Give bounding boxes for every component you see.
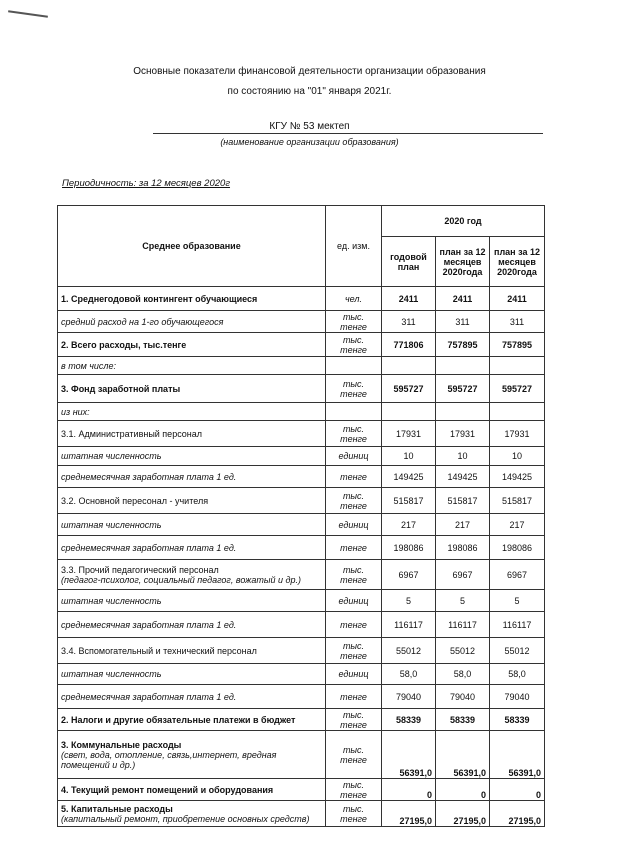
row-label-text: среднемесячная заработная плата 1 ед. [61, 471, 237, 482]
row-unit: тыс. тенге [326, 801, 382, 827]
row-unit: тенге [326, 466, 382, 488]
plan-12-months-value-2: 58339 [490, 709, 545, 731]
organization-underline [153, 133, 543, 134]
table-row [58, 779, 545, 801]
table-row [58, 447, 545, 466]
annual-plan-value: 10 [382, 447, 436, 466]
row-unit: тыс. тенге [326, 333, 382, 357]
annual-plan-value: 771806 [382, 333, 436, 357]
annual-plan-value: 79040 [382, 685, 436, 709]
row-label-note: (педагог-психолог, социальный педагог, вожатый и др.) [61, 574, 301, 585]
row-unit [326, 403, 382, 421]
row-label-text: штатная численность [61, 669, 162, 679]
row-unit: тенге [326, 612, 382, 638]
plan-12-months-value-2 [490, 403, 545, 421]
row-label-text: средний расход на 1-го обучающегося [61, 316, 224, 327]
row-label [58, 421, 326, 447]
plan-12-months-value-2 [490, 357, 545, 375]
annual-plan-value: 5 [382, 590, 436, 612]
row-unit [326, 357, 382, 375]
row-label [58, 664, 326, 685]
plan-12-months-value-2: 5 [490, 590, 545, 612]
header-year: 2020 год [382, 206, 545, 237]
plan-12-months-value: 217 [436, 514, 490, 536]
row-unit: тыс. тенге [326, 375, 382, 403]
plan-12-months-value: 198086 [436, 536, 490, 560]
row-label-text: 3.2. Основной пересонал - учителя [61, 495, 209, 506]
financial-table [57, 205, 545, 827]
row-label-text: среднемесячная заработная плата 1 ед. [61, 542, 237, 553]
header-name: Среднее образование [58, 206, 326, 287]
row-label [58, 375, 326, 403]
row-unit: чел. [326, 287, 382, 311]
plan-12-months-value [436, 403, 490, 421]
row-label-text: 3. Коммунальные расходы [61, 739, 182, 750]
plan-12-months-value: 79040 [436, 685, 490, 709]
header-unit: ед. изм. [326, 206, 382, 287]
organization-name: КГУ № 53 мектеп [269, 121, 350, 132]
row-label [58, 333, 326, 357]
plan-12-months-value: 17931 [436, 421, 490, 447]
row-label [58, 536, 326, 560]
header-annual-plan: годовой план [382, 237, 436, 287]
annual-plan-value: 198086 [382, 536, 436, 560]
row-label-note: (свет, вода, отопление, связь,интернет, вредная помещений и др.) [61, 749, 277, 770]
row-label [58, 447, 326, 466]
table-row [58, 287, 545, 311]
annual-plan-value: 311 [382, 311, 436, 333]
row-label-text: в том числе: [61, 360, 117, 371]
annual-plan-value: 0 [382, 779, 436, 801]
table-row [58, 536, 545, 560]
plan-12-months-value: 56391,0 [436, 731, 490, 779]
row-label-text: 3.3. Прочий педагогический персонал [61, 564, 219, 575]
row-label [58, 403, 326, 421]
row-label-text: из них: [61, 406, 90, 417]
report-date: по состоянию на "01" января 2021г. [227, 86, 392, 97]
plan-12-months-value-2: 10 [490, 447, 545, 466]
table-row [58, 612, 545, 638]
table-row [58, 488, 545, 514]
plan-12-months-value: 515817 [436, 488, 490, 514]
row-label-text: 3.1. Административный персонал [61, 428, 203, 439]
row-label [58, 709, 326, 731]
table-row [58, 638, 545, 664]
table-row [58, 514, 545, 536]
row-label [58, 731, 326, 779]
row-label [58, 514, 326, 536]
table-row [58, 421, 545, 447]
annual-plan-value [382, 357, 436, 375]
organization-caption: (наименование организации образования) [220, 137, 399, 147]
row-label [58, 357, 326, 375]
row-label [58, 779, 326, 801]
plan-12-months-value: 5 [436, 590, 490, 612]
row-label-text: 4. Текущий ремонт помещений и оборудования [61, 784, 274, 795]
row-unit: тыс. тенге [326, 779, 382, 801]
annual-plan-value: 515817 [382, 488, 436, 514]
row-label-text: штатная численность [61, 595, 162, 606]
row-label [58, 638, 326, 664]
plan-12-months-value: 116117 [436, 612, 490, 638]
annual-plan-value: 17931 [382, 421, 436, 447]
plan-12-months-value: 149425 [436, 466, 490, 488]
plan-12-months-value-2: 0 [490, 779, 545, 801]
plan-12-months-value: 6967 [436, 560, 490, 590]
row-unit: тенге [326, 685, 382, 709]
annual-plan-value: 6967 [382, 560, 436, 590]
row-label-text: штатная численность [61, 519, 162, 530]
row-label-text: 1. Среднегодовой контингент обучающиеся [61, 293, 258, 304]
row-label-text: среднемесячная заработная плата 1 ед. [61, 691, 237, 702]
row-unit: тыс. тенге [326, 311, 382, 333]
plan-12-months-value-2: 27195,0 [490, 801, 545, 827]
row-label [58, 466, 326, 488]
plan-12-months-value-2: 149425 [490, 466, 545, 488]
row-label-text: среднемесячная заработная плата 1 ед. [61, 619, 237, 630]
periodicity: Периодичность: за 12 месяцев 2020г [62, 178, 231, 189]
annual-plan-value: 55012 [382, 638, 436, 664]
plan-12-months-value-2: 58,0 [490, 664, 545, 685]
row-unit: тыс. тенге [326, 709, 382, 731]
row-unit: единиц [326, 447, 382, 466]
annual-plan-value: 58339 [382, 709, 436, 731]
row-unit: тыс. тенге [326, 638, 382, 664]
scan-mark [8, 10, 48, 18]
table-row [58, 311, 545, 333]
plan-12-months-value: 55012 [436, 638, 490, 664]
table-row [58, 731, 545, 779]
plan-12-months-value: 0 [436, 779, 490, 801]
plan-12-months-value: 2411 [436, 287, 490, 311]
table-row [58, 403, 545, 421]
plan-12-months-value: 58,0 [436, 664, 490, 685]
row-label [58, 488, 326, 514]
table-row [58, 466, 545, 488]
row-unit: единиц [326, 514, 382, 536]
row-unit: тенге [326, 536, 382, 560]
table-row [58, 357, 545, 375]
row-label-note: (капитальный ремонт, приобретение основных средств) [61, 813, 310, 824]
plan-12-months-value-2: 311 [490, 311, 545, 333]
row-label-text: 3.4. Вспомогательный и технический персонал [61, 645, 257, 656]
plan-12-months-value: 311 [436, 311, 490, 333]
row-label [58, 612, 326, 638]
plan-12-months-value-2: 116117 [490, 612, 545, 638]
plan-12-months-value: 595727 [436, 375, 490, 403]
annual-plan-value: 58,0 [382, 664, 436, 685]
row-label-text: 2. Всего расходы, тыс.тенге [61, 339, 187, 350]
annual-plan-value: 27195,0 [382, 801, 436, 827]
report-title: Основные показатели финансовой деятельности организации образования [133, 66, 486, 77]
row-label-text: штатная численность [61, 451, 162, 461]
plan-12-months-value-2: 79040 [490, 685, 545, 709]
table-row [58, 664, 545, 685]
annual-plan-value: 217 [382, 514, 436, 536]
annual-plan-value [382, 403, 436, 421]
row-label-text: 5. Капитальные расходы [61, 803, 173, 814]
header-plan-12-months: план за 12 месяцев 2020года [436, 237, 490, 287]
plan-12-months-value: 757895 [436, 333, 490, 357]
row-label [58, 560, 326, 590]
row-unit: тыс. тенге [326, 421, 382, 447]
annual-plan-value: 56391,0 [382, 731, 436, 779]
row-label [58, 311, 326, 333]
plan-12-months-value-2: 595727 [490, 375, 545, 403]
plan-12-months-value: 27195,0 [436, 801, 490, 827]
table-row [58, 685, 545, 709]
annual-plan-value: 2411 [382, 287, 436, 311]
plan-12-months-value: 10 [436, 447, 490, 466]
plan-12-months-value-2: 56391,0 [490, 731, 545, 779]
annual-plan-value: 595727 [382, 375, 436, 403]
plan-12-months-value-2: 757895 [490, 333, 545, 357]
annual-plan-value: 149425 [382, 466, 436, 488]
plan-12-months-value-2: 55012 [490, 638, 545, 664]
row-label [58, 590, 326, 612]
plan-12-months-value-2: 515817 [490, 488, 545, 514]
plan-12-months-value: 58339 [436, 709, 490, 731]
plan-12-months-value-2: 2411 [490, 287, 545, 311]
row-unit: тыс. тенге [326, 731, 382, 779]
table-row [58, 709, 545, 731]
plan-12-months-value-2: 17931 [490, 421, 545, 447]
table-row [58, 560, 545, 590]
row-label [58, 801, 326, 827]
plan-12-months-value-2: 217 [490, 514, 545, 536]
table-row [58, 333, 545, 357]
annual-plan-value: 116117 [382, 612, 436, 638]
row-label [58, 685, 326, 709]
table-row [58, 375, 545, 403]
plan-12-months-value-2: 198086 [490, 536, 545, 560]
plan-12-months-value-2: 6967 [490, 560, 545, 590]
row-unit: тыс. тенге [326, 488, 382, 514]
table-row [58, 801, 545, 827]
row-label [58, 287, 326, 311]
row-unit: единиц [326, 590, 382, 612]
row-unit: единиц [326, 664, 382, 685]
row-unit: тыс. тенге [326, 560, 382, 590]
plan-12-months-value [436, 357, 490, 375]
header-plan-12-months-2: план за 12 месяцев 2020года [490, 237, 545, 287]
row-label-text: 2. Налоги и другие обязательные платежи в бюджет [61, 714, 296, 725]
row-label-text: 3. Фонд заработной платы [61, 383, 181, 394]
table-row [58, 590, 545, 612]
